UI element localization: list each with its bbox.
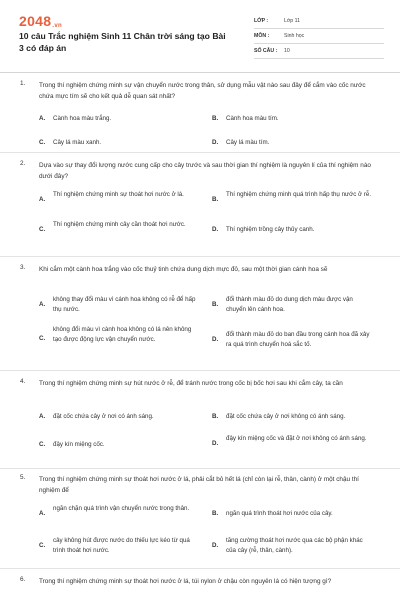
question-number: 5.	[20, 474, 26, 481]
meta-count-value: 10	[284, 48, 290, 54]
option-text: đặt cốc chứa cây ở nơi không có ánh sáng.	[226, 413, 346, 420]
question-number: 3.	[20, 264, 26, 271]
meta-subject-row	[254, 29, 384, 44]
option-letter: A.	[39, 413, 46, 420]
option-text: đậy kín miệng cốc.	[53, 441, 105, 448]
question-text: Trong thí nghiệm chứng minh sự thoát hơi nước ở lá, phải cắt bỏ hết lá (chỉ còn lại rễ, thân, cành) ở một chậu thí nghiệm để	[39, 476, 359, 494]
option-text: Thí nghiệm trồng cây thủy canh.	[226, 226, 315, 233]
option-text: ngăn chặn quá trình vận chuyển nước trong thân.	[53, 505, 190, 512]
option-letter: D.	[212, 226, 219, 233]
option-letter: A.	[39, 115, 46, 122]
meta-class-row	[254, 14, 384, 29]
option-letter: D.	[212, 139, 219, 146]
option-text: Thí nghiệm chứng minh cây cần thoát hơi nước.	[53, 221, 186, 228]
question-number: 2.	[20, 160, 26, 167]
option-text: Thí nghiệm chứng minh quá trình hấp thụ nước ở rễ.	[226, 191, 372, 198]
header	[0, 0, 400, 72]
option-letter: C.	[39, 335, 46, 342]
option-letter: D.	[212, 440, 219, 447]
option-letter: B.	[212, 510, 219, 517]
option-letter: A.	[39, 510, 46, 517]
option-text: Cây lá màu tím.	[226, 139, 270, 146]
option-letter: A.	[39, 301, 46, 308]
question-number: 1.	[20, 80, 26, 87]
option-text: Cành hoa màu tím.	[226, 115, 279, 122]
option-letter: C.	[39, 226, 46, 233]
option-text: Cây lá màu xanh.	[53, 139, 102, 146]
question-divider	[0, 152, 400, 153]
question-divider	[0, 568, 400, 569]
meta-subject-value: Sinh học	[284, 33, 305, 39]
option-text: đậy kín miệng cốc và đặt ở nơi không có ánh sáng.	[226, 435, 367, 442]
option-text: đổi thành màu đỏ do dung dịch màu được vận chuyển lên cánh hoa.	[226, 296, 353, 313]
option-text: tăng cường thoát hơi nước qua các bộ phận khác của cây (rễ, thân, cành).	[226, 537, 363, 554]
meta-subject-label: MÔN :	[254, 33, 270, 39]
question-text: Trong thí nghiệm chứng minh sự hút nước ở rễ, để tránh nước trong cốc bị bốc hơi sau khi cắm cây, ta cần	[39, 380, 343, 387]
question-divider	[0, 468, 400, 469]
option-letter: B.	[212, 413, 219, 420]
option-text: đổi thành màu đỏ do ban đầu trong cánh hoa đã xảy ra quá trình chuyển hoá sắc tố.	[226, 331, 370, 348]
meta-class-value: Lớp 11	[284, 18, 300, 24]
meta-count-label: SỐ CÂU :	[254, 48, 278, 54]
option-letter: C.	[39, 139, 46, 146]
meta-count-row	[254, 44, 384, 59]
option-letter: A.	[39, 196, 46, 203]
document-title: 10 câu Trắc nghiệm Sinh 11 Chân trời sáng tạo Bài 3 có đáp án	[19, 31, 226, 53]
logo-suffix: .vn	[52, 23, 62, 29]
option-letter: B.	[212, 196, 219, 203]
question-text: Trong thí nghiệm chứng minh sự vận chuyển nước trong thân, sử dụng mẫu vật nào sau đây để cắm vào cốc nước chứa mực tím sẽ cho kết quả dễ quan sát nhất?	[39, 82, 366, 100]
question-number: 6.	[20, 576, 26, 583]
option-text: cây không hút được nước do thiếu lực kéo từ quá trình thoát hơi nước.	[53, 537, 190, 554]
site-logo[interactable]	[19, 13, 62, 29]
question-text: Trong thí nghiệm chứng minh sự thoát hơi nước ở lá, túi nylon ở chậu còn nguyên lá có hiện tượng gì?	[39, 578, 332, 585]
header-divider	[0, 72, 400, 73]
option-text: Thí nghiệm chứng minh sự thoát hơi nước ở lá.	[53, 191, 184, 198]
option-text: Cành hoa màu trắng.	[53, 115, 112, 122]
option-text: không thay đổi màu vì cánh hoa không có rễ để hấp thụ nước.	[53, 296, 196, 313]
question-text: Khi cắm một cành hoa trắng vào cốc thuỷ tinh chứa dung dịch mực đỏ, sau một thời gian cánh hoa sẽ	[39, 266, 328, 273]
option-letter: B.	[212, 301, 219, 308]
logo-text: 2048	[19, 13, 52, 29]
question-number: 4.	[20, 378, 26, 385]
option-letter: D.	[212, 336, 219, 343]
option-text: ngăn quá trình thoát hơi nước của cây.	[226, 510, 333, 517]
meta-class-label: LỚP :	[254, 18, 269, 24]
option-letter: C.	[39, 441, 46, 448]
question-text: Dựa vào sự thay đổi lượng nước cung cấp cho cây trước và sau thời gian thí nghiệm là nguyên lí của thí nghiệm nào dưới đây?	[39, 162, 371, 180]
option-text: không đổi màu vì cành hoa không có lá nên không tạo được động lực vận chuyển nước.	[53, 326, 192, 343]
option-letter: C.	[39, 542, 46, 549]
option-letter: B.	[212, 115, 219, 122]
question-divider	[0, 370, 400, 371]
option-text: đặt cốc chứa cây ở nơi có ánh sáng.	[53, 413, 154, 420]
option-letter: D.	[212, 542, 219, 549]
meta-info	[254, 14, 384, 59]
question-divider	[0, 256, 400, 257]
